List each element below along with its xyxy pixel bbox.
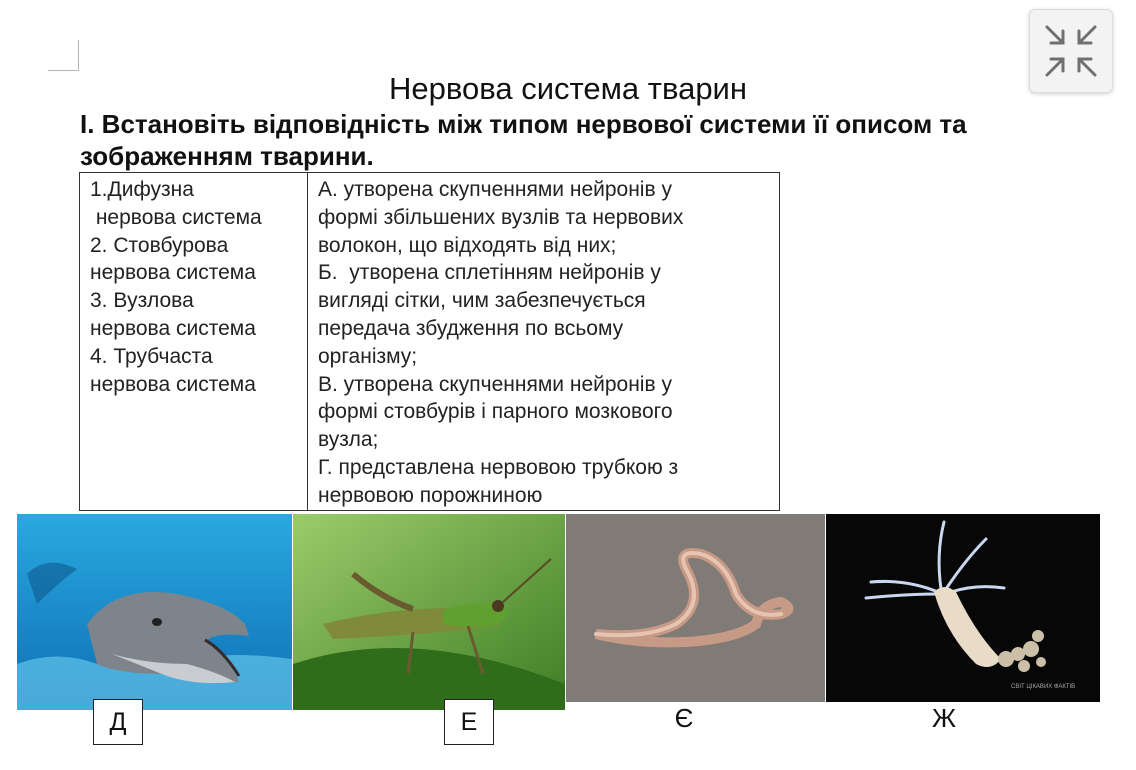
- page-title: Нервова система тварин: [388, 71, 747, 106]
- left-line: 2. Стовбурова: [90, 233, 229, 257]
- description-line: А. утворена скупченнями нейронів у: [318, 178, 672, 201]
- left-line: 4. Трубчаста: [90, 344, 213, 368]
- description-line: формі стовбурів і парного мозкового: [318, 400, 673, 424]
- photo-label-zh: Ж: [931, 702, 956, 733]
- left-line: нервова система: [90, 205, 262, 229]
- left-line: нервова система: [90, 261, 256, 285]
- descriptions-cell: [308, 173, 780, 511]
- description-line: В. утворена скупченнями нейронів у: [318, 372, 672, 396]
- animal-photos-row: [17, 514, 1100, 712]
- photo-label-ye: Є: [674, 702, 694, 733]
- description-line: Г. представлена нервовою трубкою з: [318, 455, 679, 479]
- description-line: вузла;: [318, 428, 379, 452]
- description-line: волокон, що відходять від них;: [318, 233, 617, 257]
- left-line: нервова система: [90, 372, 256, 396]
- left-line: нервова система: [90, 316, 256, 340]
- photo-label-e: Е: [444, 699, 494, 745]
- page-corner-mark: [48, 40, 79, 71]
- grasshopper-photo: [293, 514, 565, 710]
- description-line: вигляді сітки, чим забезпечується: [318, 289, 646, 313]
- hydra-photo: [826, 514, 1100, 702]
- photo-label-d: Д: [93, 699, 143, 745]
- description-line: передача збудження по всьому: [318, 316, 624, 340]
- description-line: нервовою порожниною: [318, 483, 543, 507]
- matching-table: [79, 172, 780, 511]
- nervous-system-types-cell: [80, 173, 308, 511]
- photo-watermark: СВІТ ЦІКАВИХ ФАКТІВ: [1011, 684, 1076, 690]
- description-line: організму;: [318, 344, 418, 368]
- left-line: 1.Дифузна: [90, 178, 194, 201]
- worm-photo: [566, 514, 825, 702]
- dolphin-photo: [17, 514, 292, 710]
- left-line: 3. Вузлова: [90, 289, 194, 313]
- description-line: формі збільшених вузлів та нервових: [318, 205, 684, 229]
- description-line: Б. утворена сплетінням нейронів у: [318, 261, 661, 285]
- task-heading: І. Встановіть відповідність між типом нервової системи її описом та зображенням тварини.: [80, 109, 967, 171]
